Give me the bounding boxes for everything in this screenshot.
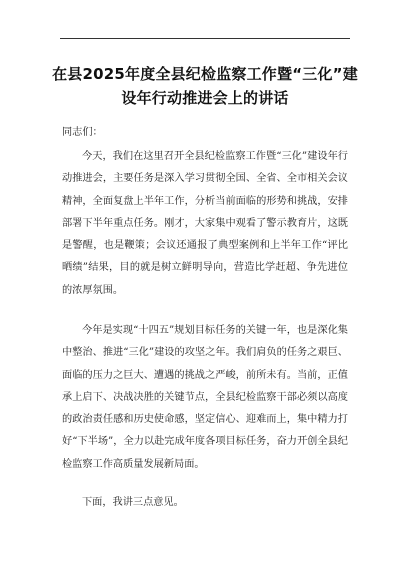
top-rule-divider: [60, 38, 350, 39]
salutation: 同志们：: [62, 127, 103, 138]
paragraph-1: 今天，我们在这里召开全县纪检监察工作暨“三化”建设年行动推进会，主要任务是深入学习贯彻全国、全省、全市相关会议精神，全面复盘上半年工作，分析当前面临的形势和挑战，安排部署下半年重点任务。刚才，大家集中观看了警示教育片，这既是警醒，也是鞭策；会议还通报了典型案例和上半年工作“评比晒绩”结果，目的就是树立鲜明导向，营造比学赶超、争先进位的浓厚氛围。: [62, 151, 348, 296]
paragraph-2: 今年是实现“十四五”规划目标任务的关键一年，也是深化集中整治、推进“三化”建设的攻坚之年。我们肩负的任务之艰巨、面临的压力之巨大、遭遇的挑战之严峻，前所未有。当前，正值承上启下、决战决胜的关键节点，全县纪检监察干部必须以高度的政治责任感和历史使命感，坚定信心、迎难而上，集中精力打好“下半场”，全力以赴完成年度各项目标任务，奋力开创全县纪检监察工作高质量发展新局面。: [62, 325, 348, 470]
document-title: 在县2025年度全县纪检监察工作暨“三化”建设年行动推进会上的讲话: [52, 65, 358, 107]
paragraph-3: 下面，我讲三点意见。: [82, 497, 184, 508]
